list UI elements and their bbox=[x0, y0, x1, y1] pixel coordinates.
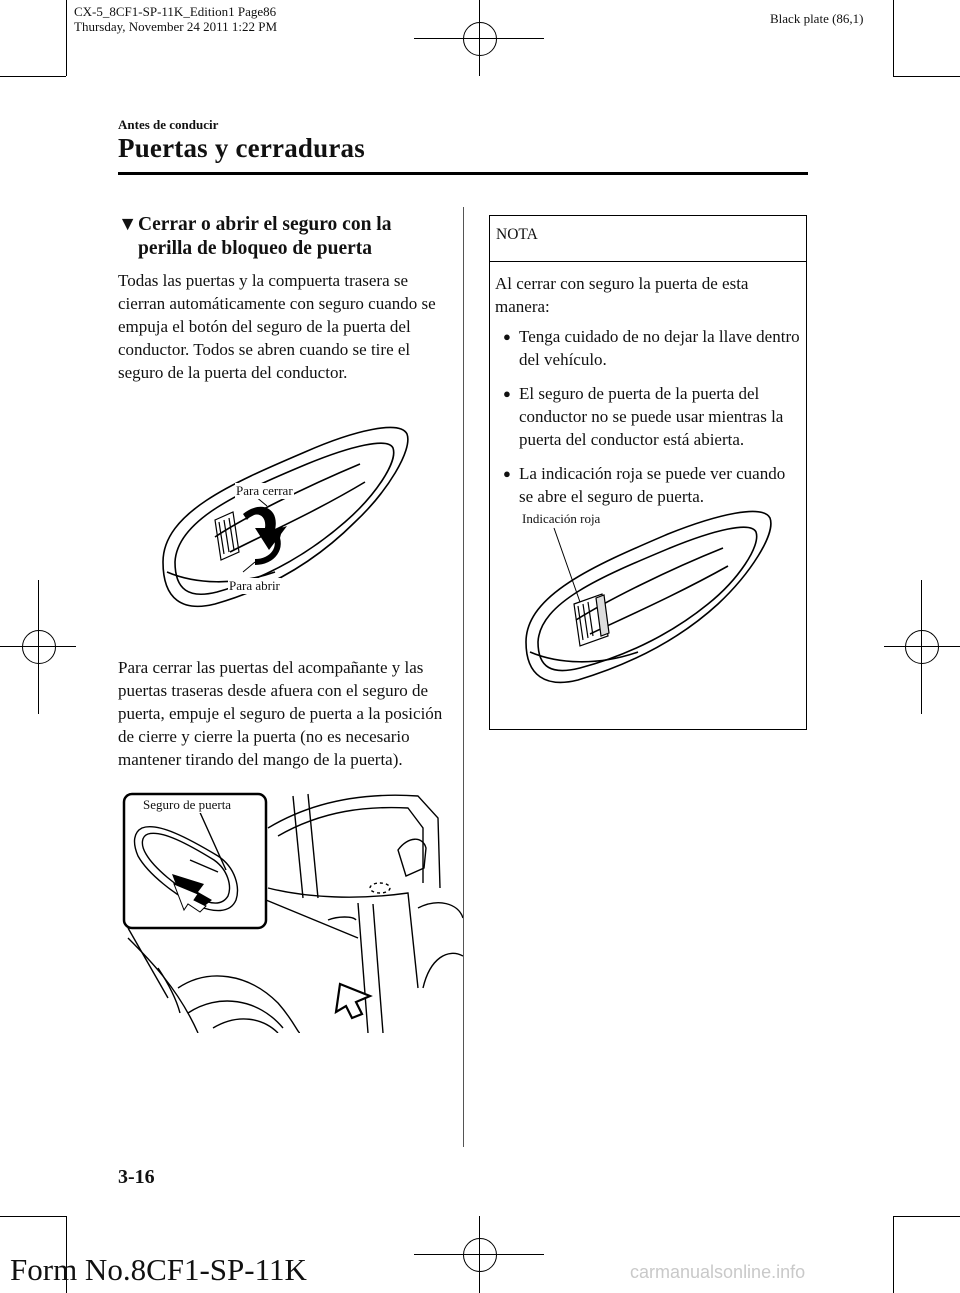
plate-info-line2: Thursday, November 24 2011 1:22 PM bbox=[74, 19, 278, 34]
note-box bbox=[489, 215, 807, 730]
list-item: ● El seguro de puerta de la puerta del conductor no se puede usar mientras la puerta del conductor está abierta. bbox=[503, 384, 784, 449]
title-rule bbox=[118, 172, 808, 175]
triangle-marker-icon: ▼ bbox=[118, 214, 138, 235]
car-door-illustration bbox=[118, 788, 463, 1033]
paragraph-auto-lock: Todas las puertas y la compuerta trasera se cierran automáticamente con seguro cuando se empuja el botón del seguro de la puerta del conductor. Todos se abren cuando se tire el seguro de la puerta del conductor. bbox=[118, 271, 436, 382]
page-number: 3-16 bbox=[118, 1166, 155, 1188]
bullet-icon: ● bbox=[503, 386, 511, 401]
label-unlock: Para abrir bbox=[229, 578, 280, 593]
plate-info-right: Black plate (86,1) bbox=[770, 11, 864, 26]
list-item: ● La indicación roja se puede ver cuando se abre el seguro de puerta. bbox=[503, 464, 786, 506]
watermark: carmanualsonline.info bbox=[630, 1262, 806, 1282]
door-handle-illustration bbox=[155, 422, 415, 622]
page-title: Puertas y cerraduras bbox=[118, 133, 365, 163]
plate-info-line1: CX-5_8CF1-SP-11K_Edition1 Page86 bbox=[74, 4, 277, 19]
subheading bbox=[118, 213, 453, 261]
subheading-line2: perilla de bloqueo de puerta bbox=[138, 238, 373, 259]
note-header bbox=[490, 216, 806, 262]
red-indicator-illustration bbox=[518, 504, 780, 689]
subheading-line1: Cerrar o abrir el seguro con la bbox=[138, 214, 392, 235]
bullet-icon: ● bbox=[503, 466, 511, 481]
figure-door-handle-lock bbox=[155, 422, 415, 622]
figure-red-indicator bbox=[518, 504, 780, 689]
list-item: ● Tenga cuidado de no dejar la llave dentro del vehículo. bbox=[503, 327, 800, 369]
section-label: Antes de conducir bbox=[118, 117, 219, 132]
form-number: Form No.8CF1-SP-11K bbox=[10, 1252, 307, 1287]
label-door-lock: Seguro de puerta bbox=[143, 797, 232, 812]
note-intro: Al cerrar con seguro la puerta de esta manera: bbox=[495, 274, 749, 316]
note-heading: NOTA bbox=[496, 226, 538, 243]
figure-door-lock-exterior bbox=[118, 788, 463, 1033]
note-list bbox=[495, 325, 801, 519]
paragraph-exterior-lock: Para cerrar las puertas del acompañante y las puertas traseras desde afuera con el seguro de puerta, empuje el seguro de puerta a la posición de cierre y cierre la puerta (no es necesario mantener tirando del mango de la puerta). bbox=[118, 658, 443, 769]
column-divider bbox=[463, 207, 464, 1147]
label-red-indicator: Indicación roja bbox=[522, 511, 601, 526]
bullet-icon: ● bbox=[503, 329, 511, 344]
label-lock: Para cerrar bbox=[236, 483, 293, 498]
